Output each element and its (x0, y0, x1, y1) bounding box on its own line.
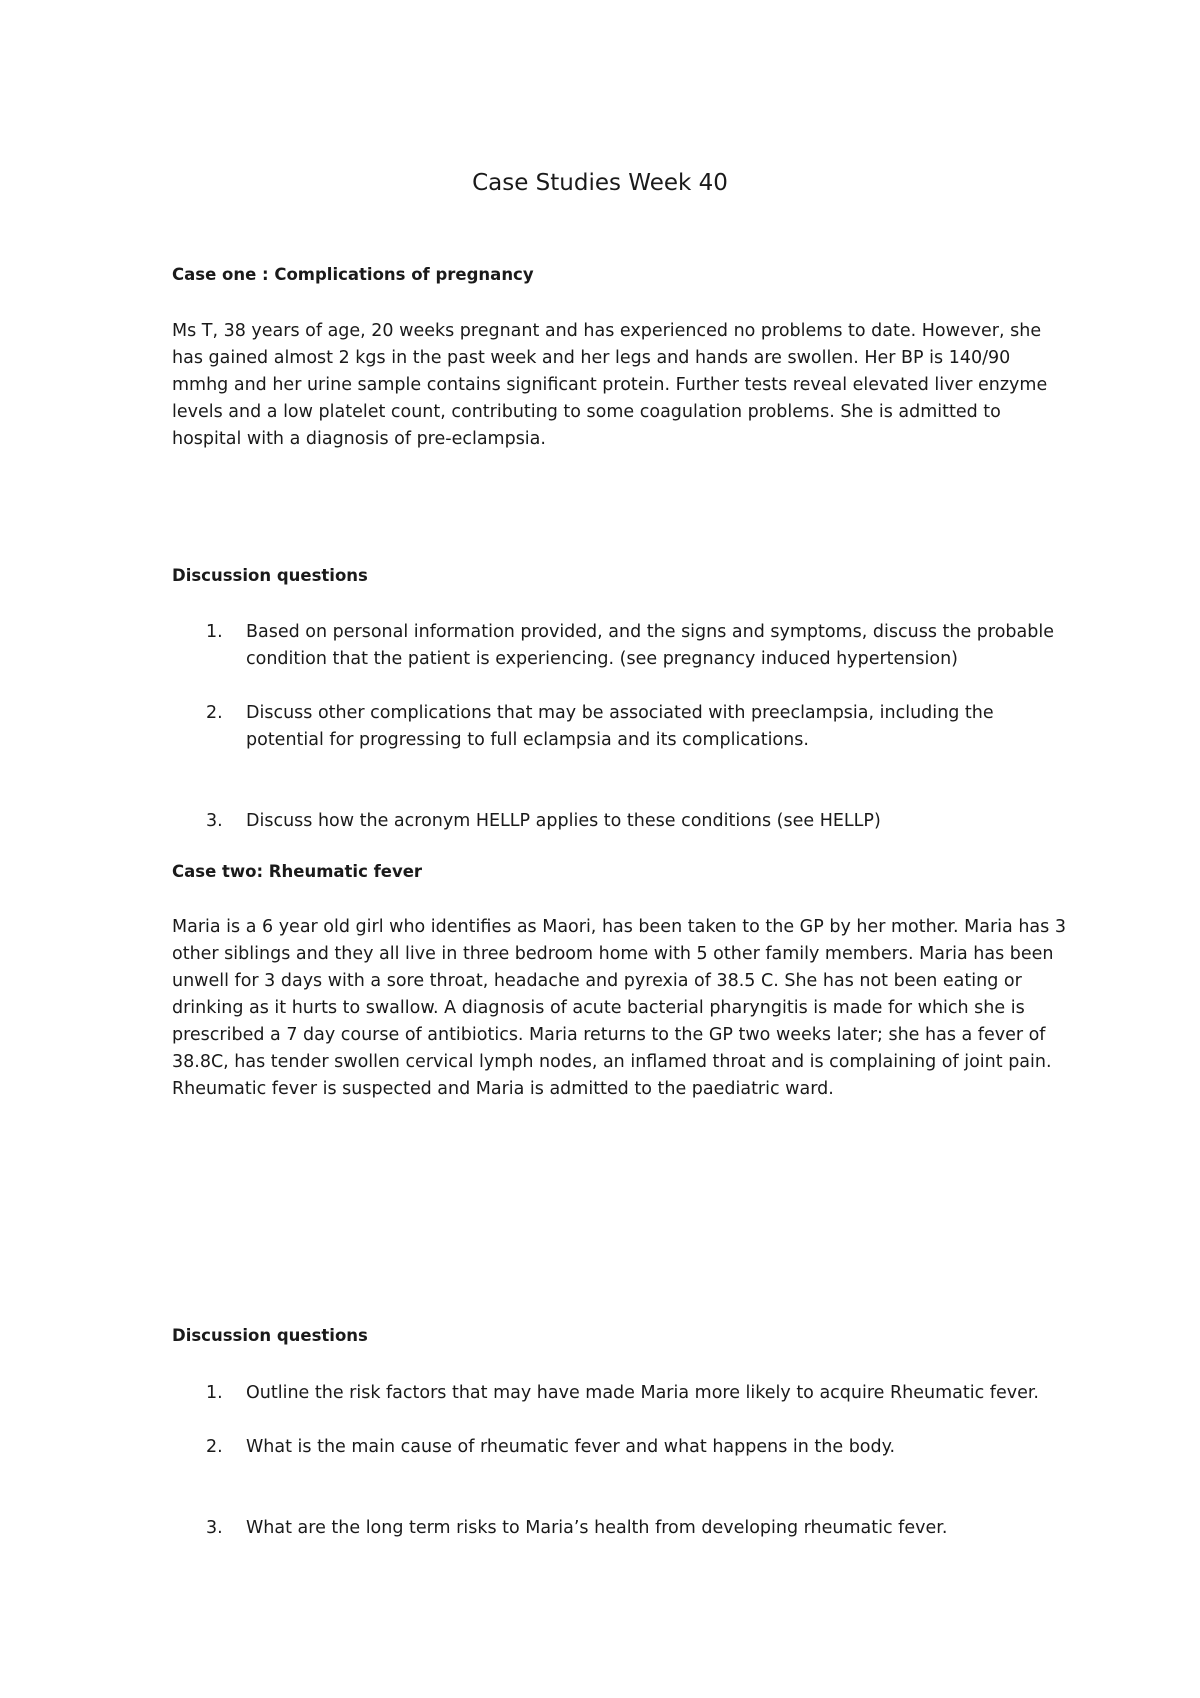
page-title: Case Studies Week 40 (472, 170, 728, 196)
question-text: Discuss how the acronym HELLP applies to these conditions (see HELLP) (246, 811, 881, 831)
question-text: What are the long term risks to Maria’s health from developing rheumatic fever. (246, 1518, 948, 1538)
case-one-discussion-heading: Discussion questions (172, 566, 368, 585)
question-number: 3. (206, 811, 223, 831)
list-item (172, 619, 1072, 673)
case-two-paragraph: Maria is a 6 year old girl who identifies as Maori, has been taken to the GP by her mother. Maria has 3 other siblings and they all live in three bedroom home with 5 other family members. Maria has been unwell for 3 days with a sore throat, headache and pyrexia of 38.5 C. She has not been eating or drinking as it hurts to swallow. A diagnosis of acute bacterial pharyngitis is made for which she is prescribed a 7 day course of antibiotics. Maria returns to the GP two weeks later; she has a fever of 38.8C, has tender swollen cervical lymph nodes, an inflamed throat and is complaining of joint pain. Rheumatic fever is suspected and Maria is admitted to the paediatric ward. (172, 917, 1066, 1099)
case-two-heading: Case two: Rheumatic fever (172, 862, 423, 881)
question-text: What is the main cause of rheumatic fever and what happens in the body. (246, 1437, 896, 1457)
question-text: Based on personal information provided, and the signs and symptoms, discuss the probable condition that the patient is experiencing. (see pregnancy induced hypertension) (246, 622, 1054, 669)
list-item (172, 700, 1072, 754)
question-number: 1. (206, 1383, 223, 1403)
question-number: 1. (206, 622, 223, 642)
list-item (172, 1380, 1072, 1407)
case-one-question-list (172, 619, 1072, 835)
case-one-heading: Case one : Complications of pregnancy (172, 265, 534, 284)
case-one-paragraph: Ms T, 38 years of age, 20 weeks pregnant and has experienced no problems to date. However, she has gained almost 2 kgs in the past week and her legs and hands are swollen. Her BP is 140/90 mmhg and her urine sample contains significant protein. Further tests reveal elevated liver enzyme levels and a low platelet count, contributing to some coagulation problems. She is admitted to hospital with a diagnosis of pre-eclampsia. (172, 321, 1048, 449)
question-text: Outline the risk factors that may have made Maria more likely to acquire Rheumatic fever. (246, 1383, 1039, 1403)
question-number: 2. (206, 1437, 223, 1457)
question-text: Discuss other complications that may be associated with preeclampsia, including the potential for progressing to full eclampsia and its complications. (246, 703, 994, 750)
question-number: 3. (206, 1518, 223, 1538)
case-two-discussion-heading: Discussion questions (172, 1326, 368, 1345)
list-item (172, 1434, 1072, 1461)
case-two-question-list (172, 1380, 1072, 1542)
question-number: 2. (206, 703, 223, 723)
list-item (172, 808, 1072, 835)
list-item (172, 1515, 1072, 1542)
